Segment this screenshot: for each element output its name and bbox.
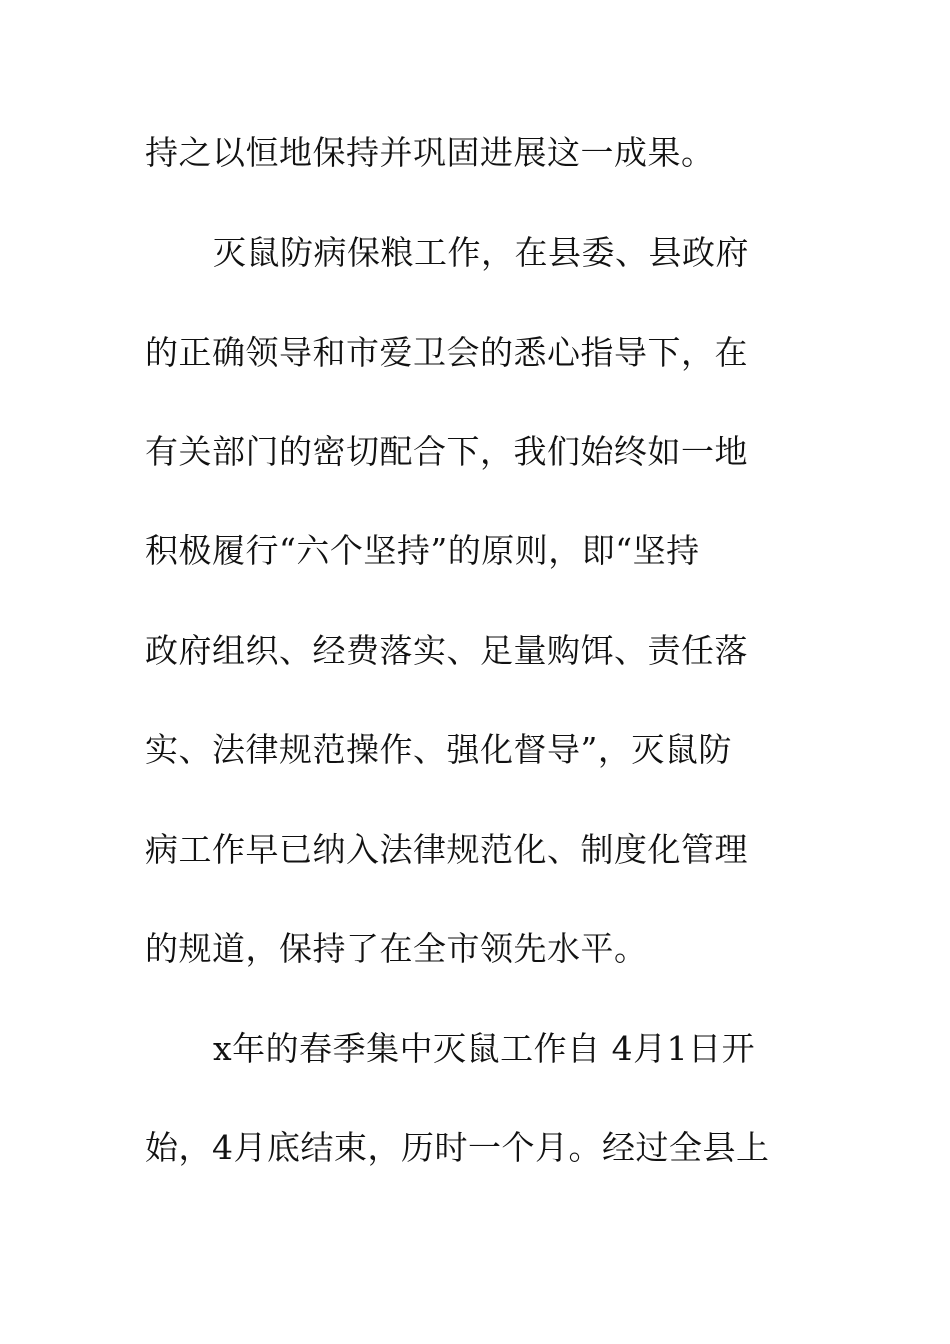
text-line-9: 的规道，保持了在全市领先水平。	[145, 929, 648, 968]
text-line-4: 有关部门的密切配合下，我们始终如一地	[145, 432, 748, 471]
text-line-8: 病工作早已纳入法律规范化、制度化管理	[145, 830, 748, 869]
text-line-6: 政府组织、经费落实、足量购饵、责任落	[145, 631, 748, 670]
text-line-10: x年的春季集中灭鼠工作自 4月1日开	[213, 1029, 756, 1068]
text-line-3: 的正确领导和市爱卫会的悉心指导下，在	[145, 333, 748, 372]
text-line-1: 持之以恒地保持并巩固进展这一成果。	[145, 133, 715, 172]
text-line-5: 积极履行“六个坚持”的原则，即“坚持	[145, 531, 700, 570]
text-line-2: 灭鼠防病保粮工作，在县委、县政府	[213, 233, 749, 272]
text-line-11: 始，4月底结束，历时一个月。经过全县上	[145, 1128, 770, 1167]
text-line-7: 实、法律规范操作、强化督导”，灭鼠防	[145, 730, 732, 769]
